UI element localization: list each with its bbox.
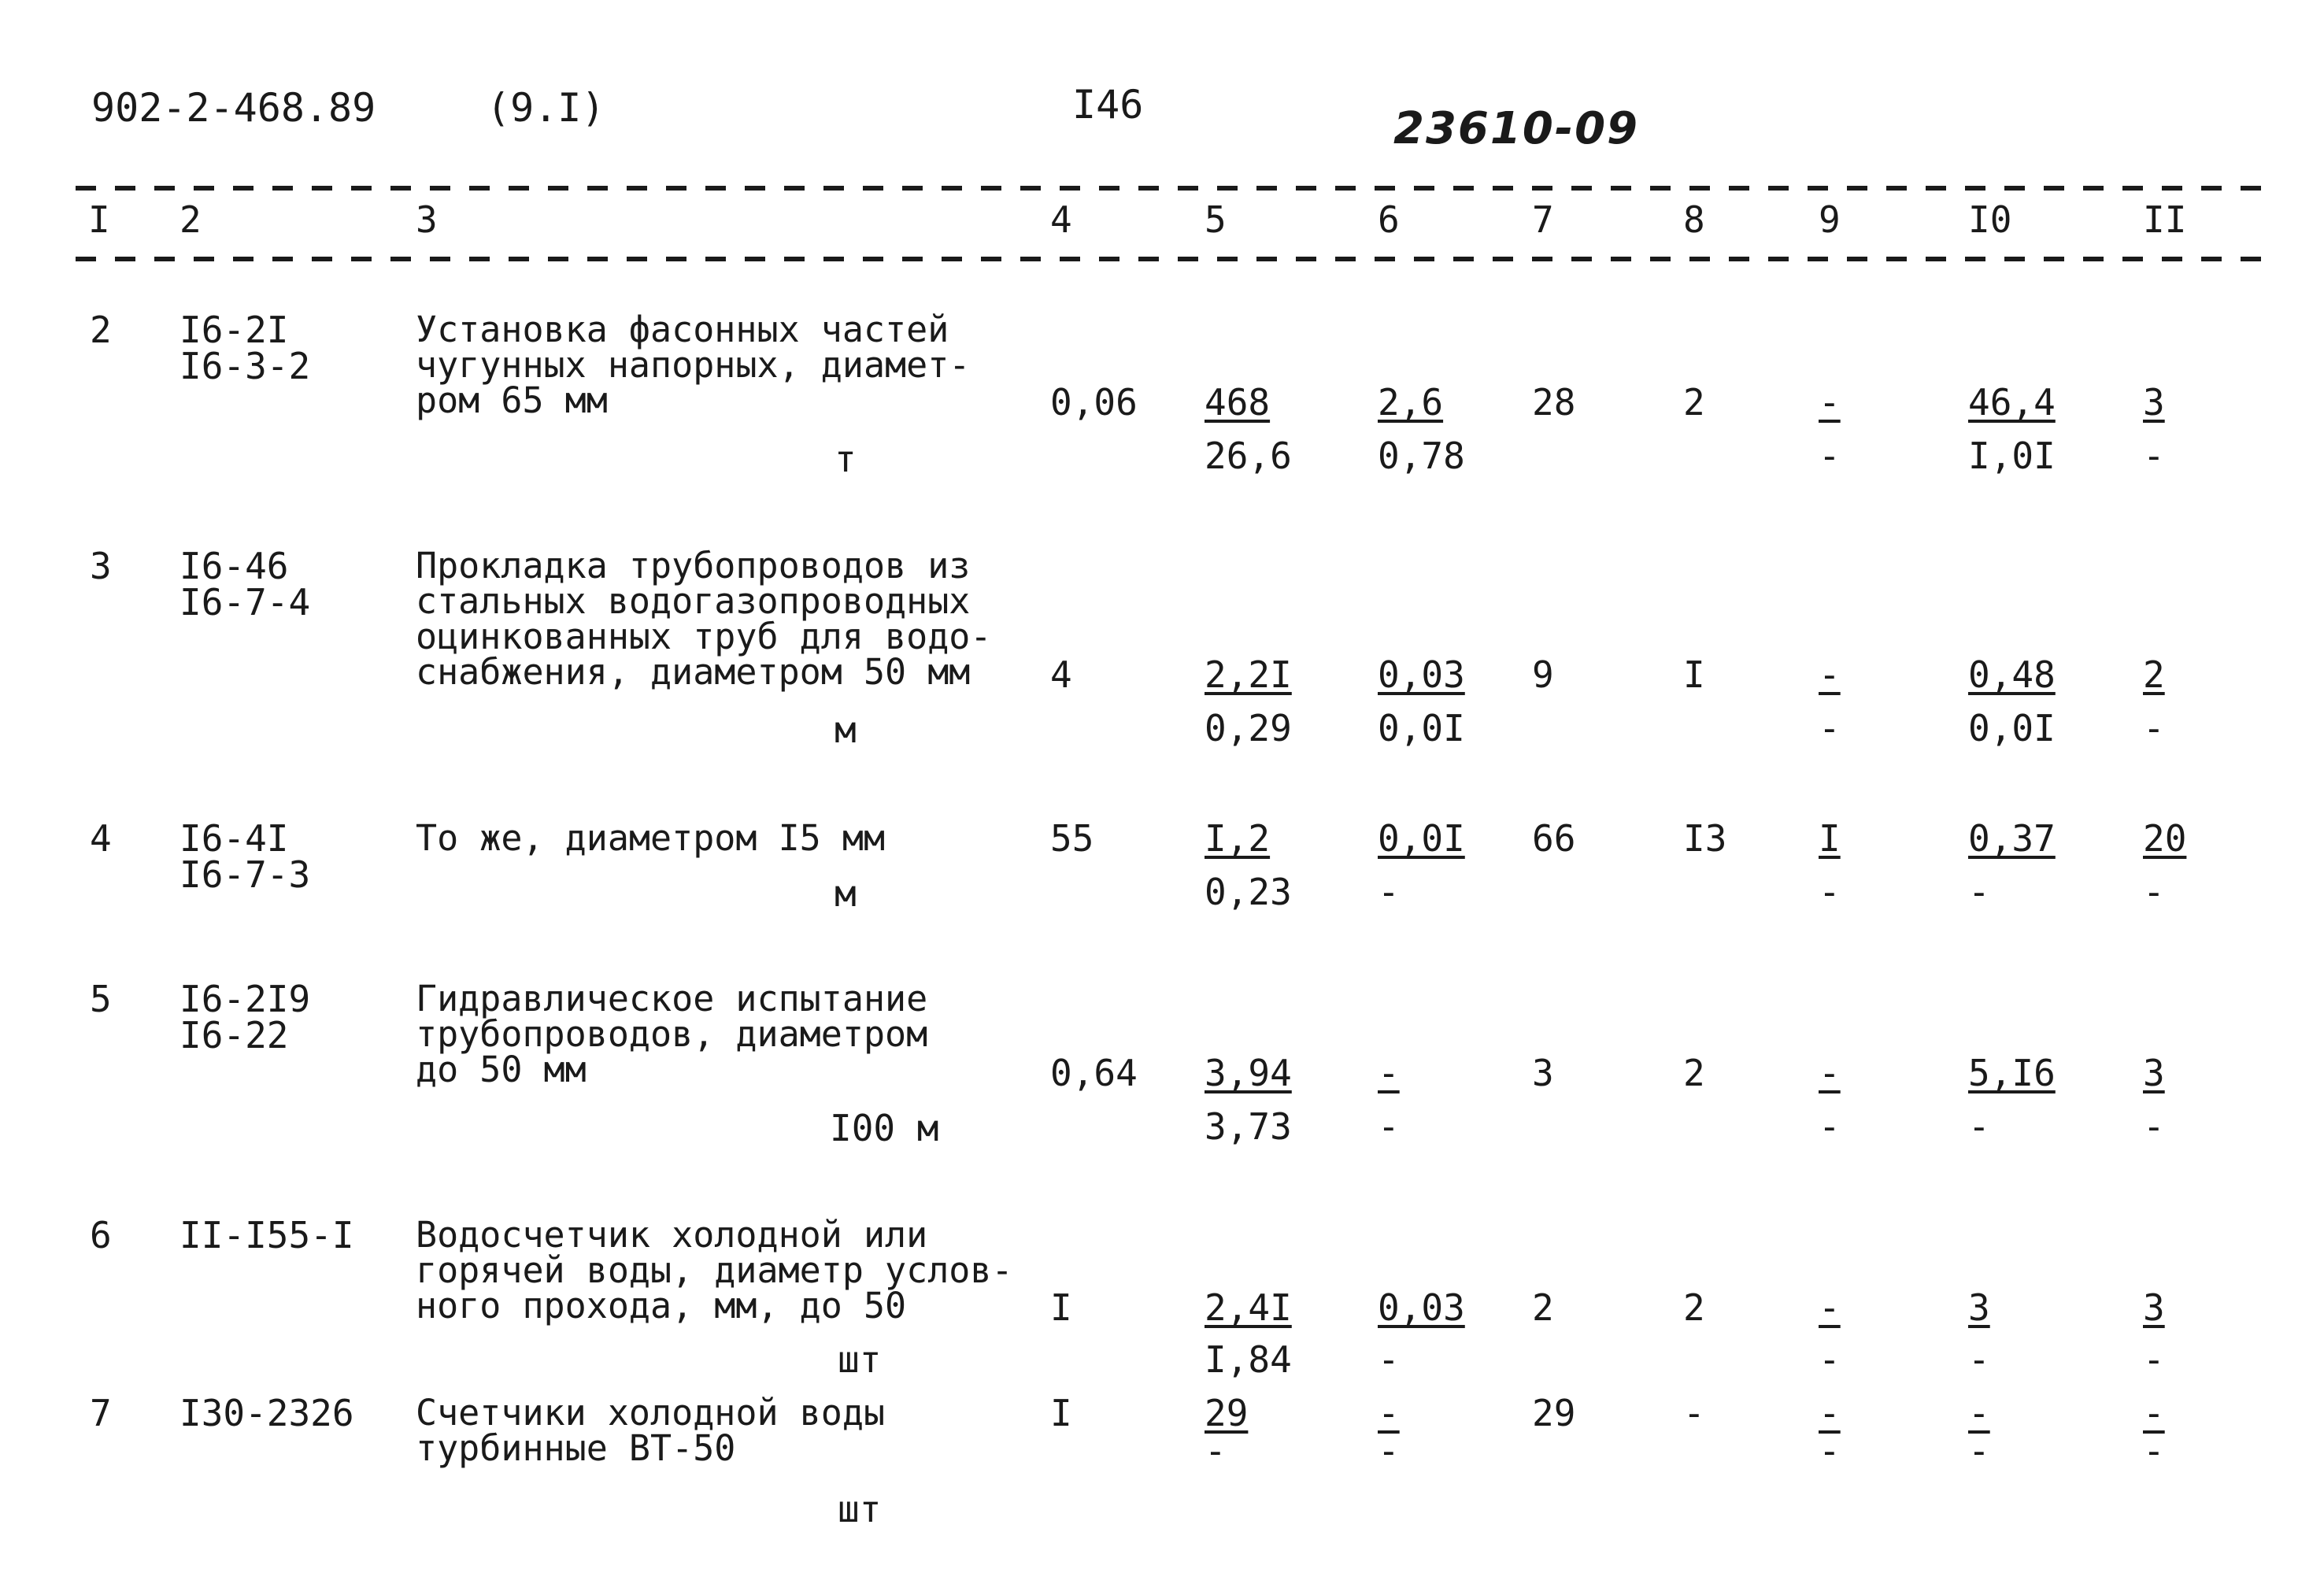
column-header: II bbox=[2143, 198, 2187, 241]
table-top-rule bbox=[76, 186, 2272, 191]
col9-bottom: - bbox=[1819, 707, 1841, 749]
col11-bottom: - bbox=[2143, 1338, 2165, 1381]
cost-total: I,2 bbox=[1205, 817, 1271, 860]
cost-wages: - bbox=[1205, 1430, 1227, 1472]
col11-top: 3 bbox=[2143, 381, 2165, 424]
column-header: 8 bbox=[1683, 198, 1705, 241]
col11-bottom: - bbox=[2143, 1105, 2165, 1148]
col11-bottom: - bbox=[2143, 435, 2165, 477]
col11-bottom: - bbox=[2143, 707, 2165, 749]
col10-top: 46,4 bbox=[1968, 381, 2056, 424]
col8-value: - bbox=[1683, 1392, 1705, 1434]
col9-top: - bbox=[1819, 1392, 1841, 1434]
cost-machines: 0,03 bbox=[1378, 653, 1465, 696]
column-header: 4 bbox=[1050, 198, 1072, 241]
registration-stamp: 23610-09 bbox=[1393, 103, 1639, 154]
cost-total: 29 bbox=[1205, 1392, 1249, 1434]
cost-machines: 2,6 bbox=[1378, 381, 1444, 424]
cost-total: 2,4I bbox=[1205, 1286, 1292, 1329]
code-secondary: I6-7-3 bbox=[179, 853, 311, 896]
col9-bottom: - bbox=[1819, 1105, 1841, 1148]
work-description: Счетчики холодной воды турбинные ВТ-50 bbox=[416, 1392, 886, 1469]
quantity: I bbox=[1050, 1286, 1072, 1329]
row-number: 5 bbox=[90, 978, 112, 1020]
col7-value: 28 bbox=[1532, 381, 1576, 424]
column-header: I bbox=[88, 198, 110, 241]
cost-machines-wages: 0,0I bbox=[1378, 707, 1465, 749]
col11-top: - bbox=[2143, 1392, 2165, 1434]
col10-bottom: - bbox=[1968, 871, 1990, 913]
col10-bottom: I,0I bbox=[1968, 435, 2056, 477]
col7-value: 9 bbox=[1532, 653, 1554, 696]
cost-total: 468 bbox=[1205, 381, 1271, 424]
col10-bottom: - bbox=[1968, 1338, 1990, 1381]
cost-wages: 0,29 bbox=[1205, 707, 1292, 749]
row-number: 3 bbox=[90, 545, 112, 587]
col9-top: - bbox=[1819, 1286, 1841, 1329]
col7-value: 2 bbox=[1532, 1286, 1554, 1329]
row-number: 6 bbox=[90, 1214, 112, 1256]
section-number: (9.I) bbox=[487, 85, 605, 131]
code-primary: I6-2I9 bbox=[179, 978, 311, 1020]
unit: I00 м bbox=[830, 1107, 939, 1149]
col9-top: - bbox=[1819, 653, 1841, 696]
column-header: 6 bbox=[1378, 198, 1400, 241]
code-primary: II-I55-I bbox=[179, 1214, 354, 1256]
column-header: I0 bbox=[1968, 198, 2012, 241]
col7-value: 66 bbox=[1532, 817, 1576, 860]
code-primary: I6-46 bbox=[179, 545, 289, 587]
col8-value: I3 bbox=[1683, 817, 1727, 860]
cost-machines: - bbox=[1378, 1052, 1400, 1094]
work-description: Водосчетчик холодной или горячей воды, диаметр услов- ного прохода, мм, до 50 bbox=[416, 1214, 1013, 1327]
col11-top: 2 bbox=[2143, 653, 2165, 696]
work-description: То же, диаметром I5 мм bbox=[416, 817, 886, 859]
work-description: Установка фасонных частей чугунных напорных, диамет- ром 65 мм bbox=[416, 309, 971, 421]
cost-wages: 0,23 bbox=[1205, 871, 1292, 913]
unit: шт bbox=[838, 1488, 882, 1530]
document-code: 902-2-468.89 bbox=[91, 85, 376, 131]
column-header: 2 bbox=[179, 198, 202, 241]
col7-value: 3 bbox=[1532, 1052, 1554, 1094]
col10-bottom: 0,0I bbox=[1968, 707, 2056, 749]
cost-machines-wages: - bbox=[1378, 1338, 1400, 1381]
page-number: I46 bbox=[1072, 82, 1144, 128]
col9-top: - bbox=[1819, 381, 1841, 424]
quantity: 0,64 bbox=[1050, 1052, 1138, 1094]
col10-bottom: - bbox=[1968, 1430, 1990, 1472]
code-secondary: I6-22 bbox=[179, 1014, 289, 1056]
quantity: 0,06 bbox=[1050, 381, 1138, 424]
code-primary: I6-2I bbox=[179, 309, 289, 351]
col9-top: I bbox=[1819, 817, 1841, 860]
col10-top: 0,37 bbox=[1968, 817, 2056, 860]
code-secondary: I6-3-2 bbox=[179, 345, 311, 387]
code-primary: I30-2326 bbox=[179, 1392, 354, 1434]
col9-bottom: - bbox=[1819, 1338, 1841, 1381]
header-bottom-rule bbox=[76, 257, 2272, 261]
col10-top: 0,48 bbox=[1968, 653, 2056, 696]
row-number: 2 bbox=[90, 309, 112, 351]
cost-machines-wages: 0,78 bbox=[1378, 435, 1465, 477]
col9-top: - bbox=[1819, 1052, 1841, 1094]
column-header: 5 bbox=[1205, 198, 1227, 241]
column-header: 7 bbox=[1532, 198, 1554, 241]
col11-bottom: - bbox=[2143, 1430, 2165, 1472]
column-header: 3 bbox=[416, 198, 438, 241]
col9-bottom: - bbox=[1819, 871, 1841, 913]
cost-machines: 0,0I bbox=[1378, 817, 1465, 860]
col8-value: 2 bbox=[1683, 381, 1705, 424]
unit: м bbox=[834, 872, 857, 915]
col10-top: 3 bbox=[1968, 1286, 1990, 1329]
col11-top: 3 bbox=[2143, 1286, 2165, 1329]
cost-wages: I,84 bbox=[1205, 1338, 1292, 1381]
unit: т bbox=[834, 438, 857, 480]
cost-machines-wages: - bbox=[1378, 871, 1400, 913]
col9-bottom: - bbox=[1819, 1430, 1841, 1472]
row-number: 7 bbox=[90, 1392, 112, 1434]
col10-bottom: - bbox=[1968, 1105, 1990, 1148]
quantity: 4 bbox=[1050, 653, 1072, 696]
unit: шт bbox=[838, 1338, 882, 1381]
column-header: 9 bbox=[1819, 198, 1841, 241]
cost-wages: 26,6 bbox=[1205, 435, 1292, 477]
quantity: I bbox=[1050, 1392, 1072, 1434]
col11-bottom: - bbox=[2143, 871, 2165, 913]
work-description: Прокладка трубопроводов из стальных водогазопроводных оцинкованных труб для водо- снабжения, диаметром 50 мм bbox=[416, 545, 992, 693]
cost-machines-wages: - bbox=[1378, 1105, 1400, 1148]
quantity: 55 bbox=[1050, 817, 1094, 860]
cost-machines-wages: - bbox=[1378, 1430, 1400, 1472]
cost-total: 2,2I bbox=[1205, 653, 1292, 696]
code-secondary: I6-7-4 bbox=[179, 581, 311, 623]
col8-value: 2 bbox=[1683, 1052, 1705, 1094]
col8-value: I bbox=[1683, 653, 1705, 696]
col11-top: 3 bbox=[2143, 1052, 2165, 1094]
col8-value: 2 bbox=[1683, 1286, 1705, 1329]
col10-top: 5,I6 bbox=[1968, 1052, 2056, 1094]
code-primary: I6-4I bbox=[179, 817, 289, 860]
cost-total: 3,94 bbox=[1205, 1052, 1292, 1094]
col9-bottom: - bbox=[1819, 435, 1841, 477]
unit: м bbox=[834, 709, 857, 751]
work-description: Гидравлическое испытание трубопроводов, диаметром до 50 мм bbox=[416, 978, 928, 1090]
cost-machines: 0,03 bbox=[1378, 1286, 1465, 1329]
col11-top: 20 bbox=[2143, 817, 2187, 860]
row-number: 4 bbox=[90, 817, 112, 860]
cost-machines: - bbox=[1378, 1392, 1400, 1434]
col7-value: 29 bbox=[1532, 1392, 1576, 1434]
cost-wages: 3,73 bbox=[1205, 1105, 1292, 1148]
col10-top: - bbox=[1968, 1392, 1990, 1434]
